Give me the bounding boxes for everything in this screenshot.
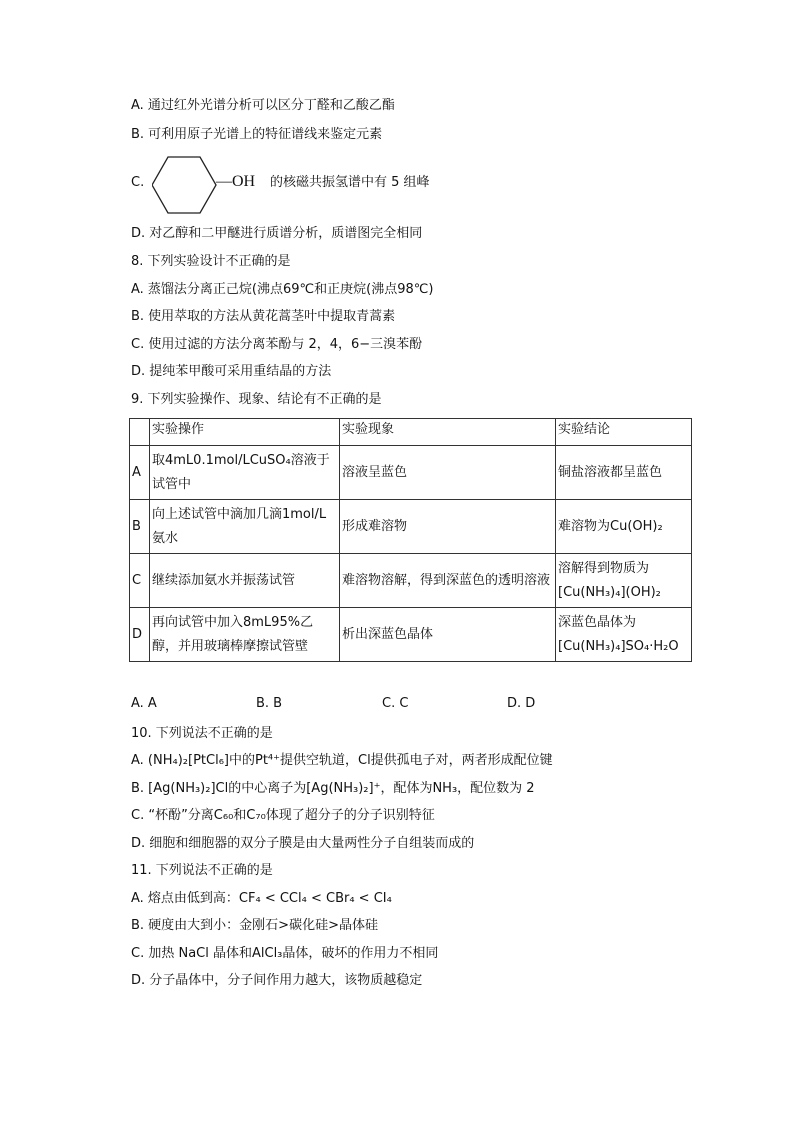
- q9-choice-a: A. A: [131, 696, 157, 711]
- row-conclusion: 难溶物为Cu(OH)₂: [556, 500, 692, 554]
- q10-option-b: B. [Ag(NH₃)₂]Cl的中心离子为[Ag(NH₃)₂]⁺，配体为NH₃，配位数为 2: [131, 781, 535, 796]
- q9-choice-d: D. D: [507, 696, 536, 711]
- q11-option-c: C. 加热 NaCl 晶体和AlCl₃晶体，破坏的作用力不相同: [131, 946, 439, 961]
- row-observation: 难溶物溶解，得到深蓝色的透明溶液: [340, 554, 556, 608]
- q11-option-d: D. 分子晶体中，分子间作用力越大，该物质越稳定: [131, 973, 423, 988]
- q8-stem: 8. 下列实验设计不正确的是: [131, 254, 291, 269]
- q8-option-d: D. 提纯苯甲酸可采用重结晶的方法: [131, 364, 332, 379]
- row-operation: 再向试管中加入8mL95%乙醇，并用玻璃棒摩擦试管壁: [150, 608, 340, 662]
- row-observation: 析出深蓝色晶体: [340, 608, 556, 662]
- q8-option-a: A. 蒸馏法分离正己烷(沸点69℃和正庚烷(沸点98℃): [131, 282, 434, 297]
- q9-choice-b: B. B: [256, 696, 283, 711]
- row-label: B: [130, 500, 150, 554]
- q10-option-a: A. (NH₄)₂[PtCl₆]中的Pt⁴⁺提供空轨道，Cl提供孤电子对，两者形成配位键: [131, 753, 553, 768]
- table-header-conclusion: 实验结论: [556, 419, 692, 446]
- q11-stem: 11. 下列说法不正确的是: [131, 863, 273, 878]
- row-conclusion: 铜盐溶液都呈蓝色: [556, 446, 692, 500]
- q9-experiment-table: [129, 418, 692, 662]
- row-label: C: [130, 554, 150, 608]
- q7-option-d: D. 对乙醇和二甲醚进行质谱分析，质谱图完全相同: [131, 226, 423, 241]
- q11-option-a: A. 熔点由低到高：CF₄ < CCl₄ < CBr₄ < CI₄: [131, 891, 392, 906]
- q9-stem: 9. 下列实验操作、现象、结论有不正确的是: [131, 392, 382, 407]
- row-operation: 向上述试管中滴加几滴1mol/L氨水: [150, 500, 340, 554]
- table-row: [130, 500, 692, 554]
- q8-option-b: B. 使用萃取的方法从黄花蒿茎叶中提取青蒿素: [131, 309, 396, 324]
- row-conclusion: 深蓝色晶体为[Cu(NH₃)₄]SO₄·H₂O: [556, 608, 692, 662]
- q11-option-b: B. 硬度由大到小：金刚石>碳化硅>晶体硅: [131, 918, 378, 933]
- q7-option-c-label: C.: [131, 175, 145, 190]
- row-observation: 形成难溶物: [340, 500, 556, 554]
- row-operation: 取4mL0.1mol/LCuSO₄溶液于试管中: [150, 446, 340, 500]
- q7-option-c-text: 的核磁共振氢谱中有 5 组峰: [270, 175, 430, 190]
- table-header-row: [130, 419, 692, 446]
- q7-option-a: A. 通过红外光谱分析可以区分丁醛和乙酸乙酯: [131, 98, 395, 113]
- row-conclusion: 溶解得到物质为[Cu(NH₃)₄](OH)₂: [556, 554, 692, 608]
- row-label: D: [130, 608, 150, 662]
- row-observation: 溶液呈蓝色: [340, 446, 556, 500]
- q8-option-c: C. 使用过滤的方法分离苯酚与 2，4，6−三溴苯酚: [131, 337, 423, 352]
- q9-choices: [131, 696, 691, 714]
- table-header-observation: 实验现象: [340, 419, 556, 446]
- table-row: [130, 554, 692, 608]
- q7-option-b: B. 可利用原子光谱上的特征谱线来鉴定元素: [131, 127, 383, 142]
- q10-option-d: D. 细胞和细胞器的双分子膜是由大量两性分子自组装而成的: [131, 836, 475, 851]
- cyclohexane-ring-diagram: [152, 156, 220, 214]
- table-header-operation: 实验操作: [150, 419, 340, 446]
- q10-stem: 10. 下列说法不正确的是: [131, 726, 273, 741]
- table-row: [130, 608, 692, 662]
- q7-option-c-oh: —OH: [216, 173, 256, 190]
- table-row: [130, 446, 692, 500]
- row-operation: 继续添加氨水并振荡试管: [150, 554, 340, 608]
- row-label: A: [130, 446, 150, 500]
- q10-option-c: C. “杯酚”分离C₆₀和C₇₀体现了超分子的分子识别特征: [131, 808, 435, 823]
- q9-choice-c: C. C: [382, 696, 409, 711]
- table-header-label: [130, 419, 150, 446]
